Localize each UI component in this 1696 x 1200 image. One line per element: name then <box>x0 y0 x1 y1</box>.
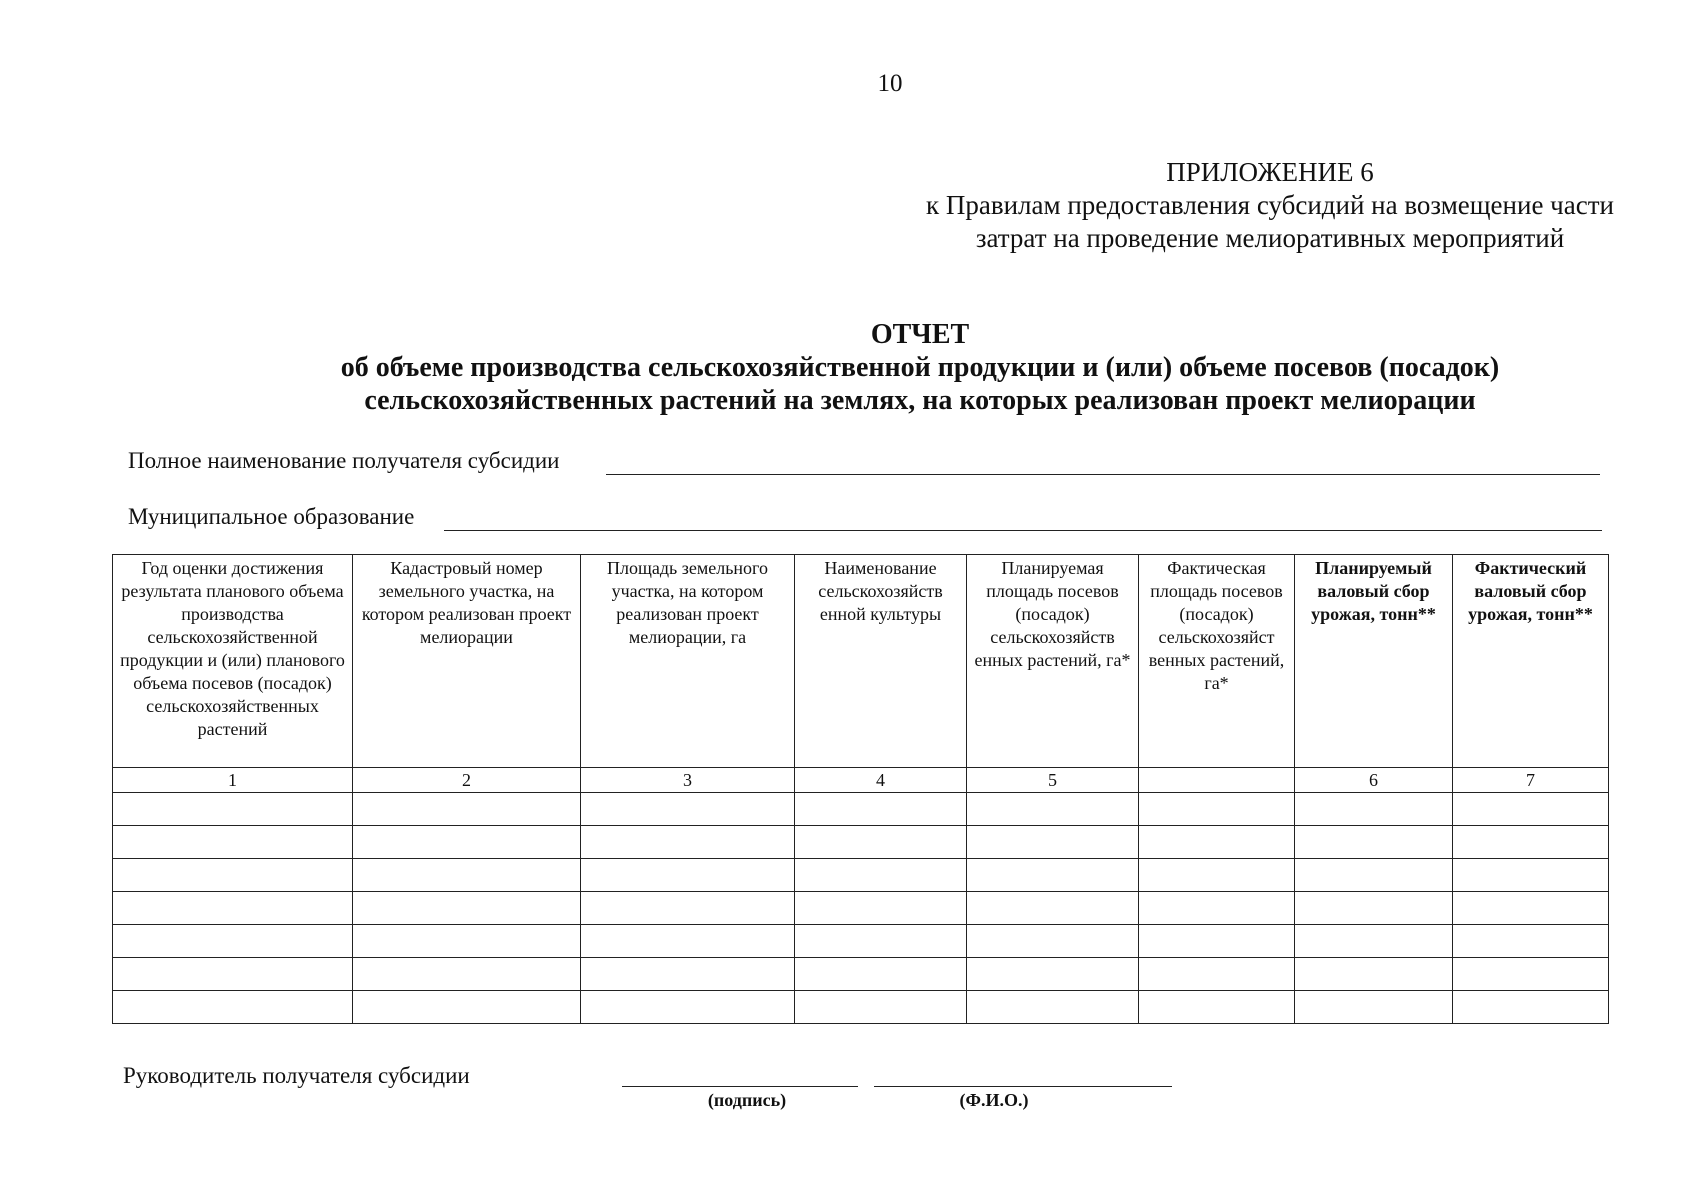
table-cell[interactable] <box>967 991 1139 1024</box>
table-cell[interactable] <box>353 991 581 1024</box>
column-number: 6 <box>1295 768 1453 793</box>
table-cell[interactable] <box>113 793 353 826</box>
municipality-label: Муниципальное образование <box>128 504 415 529</box>
table-cell[interactable] <box>1295 991 1453 1024</box>
table-cell[interactable] <box>1453 991 1609 1024</box>
table-cell[interactable] <box>967 826 1139 859</box>
table-cell[interactable] <box>1139 892 1295 925</box>
recipient-label: Полное наименование получателя субсидии <box>128 448 560 473</box>
municipality-field <box>128 504 414 530</box>
table-cell[interactable] <box>1453 859 1609 892</box>
table-cell[interactable] <box>1295 793 1453 826</box>
table-cell[interactable] <box>967 925 1139 958</box>
page-number: 10 <box>877 70 903 97</box>
table-cell[interactable] <box>581 826 795 859</box>
table-cell[interactable] <box>1295 892 1453 925</box>
table-cell[interactable] <box>581 991 795 1024</box>
appendix-line-1: к Правилам предоставления субсидий на возмещение части <box>926 190 1614 220</box>
header-cadastral-number: Кадастровый номер земельного участка, на котором реализован проект мелиорации <box>353 555 581 768</box>
column-number: 4 <box>795 768 967 793</box>
header-planned-sown-area: Планируемая площадь посевов (посадок) сельскохозяйств енных растений, га* <box>967 555 1139 768</box>
table-cell[interactable] <box>1453 892 1609 925</box>
table-cell[interactable] <box>581 958 795 991</box>
table-cell[interactable] <box>581 859 795 892</box>
appendix-line-2: затрат на проведение мелиоративных мероприятий <box>975 223 1565 253</box>
table-cell[interactable] <box>1139 859 1295 892</box>
column-number: 7 <box>1453 768 1609 793</box>
header-land-area: Площадь земельного участка, на котором реализован проект мелиорации, га <box>581 555 795 768</box>
table-cell[interactable] <box>967 793 1139 826</box>
table-cell[interactable] <box>353 892 581 925</box>
column-number: 2 <box>353 768 581 793</box>
table-cell[interactable] <box>1139 793 1295 826</box>
table-cell[interactable] <box>1139 925 1295 958</box>
signature-label: Руководитель получателя субсидии <box>123 1063 470 1088</box>
table-cell[interactable] <box>113 892 353 925</box>
table-cell[interactable] <box>795 958 967 991</box>
table-cell[interactable] <box>795 991 967 1024</box>
table-row <box>113 925 1609 958</box>
full-name-underline[interactable] <box>874 1086 1172 1087</box>
header-actual-harvest: Фактический валовый сбор урожая, тонн** <box>1453 555 1609 768</box>
table-row <box>113 991 1609 1024</box>
column-number <box>1139 768 1295 793</box>
table-cell[interactable] <box>353 925 581 958</box>
table-cell[interactable] <box>113 859 353 892</box>
table-cell[interactable] <box>1295 826 1453 859</box>
report-subtitle-line-1: об объеме производства сельскохозяйственной продукции и (или) объеме посевов (посадок) <box>340 352 1500 383</box>
table-row <box>113 892 1609 925</box>
table-cell[interactable] <box>1453 826 1609 859</box>
recipient-field <box>128 448 559 474</box>
column-number-row <box>113 768 1609 793</box>
header-crop-name: Наименование сельскохозяйств енной культуры <box>795 555 967 768</box>
table-cell[interactable] <box>795 892 967 925</box>
table-cell[interactable] <box>581 925 795 958</box>
municipality-underline[interactable] <box>444 530 1602 531</box>
header-planned-harvest: Планируемый валовый сбор урожая, тонн** <box>1295 555 1453 768</box>
table-row <box>113 859 1609 892</box>
column-number: 1 <box>113 768 353 793</box>
table-cell[interactable] <box>353 859 581 892</box>
table-cell[interactable] <box>353 793 581 826</box>
report-table <box>112 554 1609 1024</box>
table-cell[interactable] <box>1295 925 1453 958</box>
column-number: 5 <box>967 768 1139 793</box>
full-name-caption: (Ф.И.О.) <box>959 1090 1029 1110</box>
header-assessment-year: Год оценки достижения результата планового объема производства сельскохозяйственной продукции и (или) планового объема посевов (посадок) сельскохозяйственных растений <box>113 555 353 768</box>
signature-underline[interactable] <box>622 1086 858 1087</box>
table-cell[interactable] <box>967 892 1139 925</box>
table-cell[interactable] <box>1139 958 1295 991</box>
table-cell[interactable] <box>1453 958 1609 991</box>
header-actual-sown-area: Фактическая площадь посевов (посадок) сельскохозяйст венных растений, га* <box>1139 555 1295 768</box>
table-cell[interactable] <box>1295 958 1453 991</box>
table-cell[interactable] <box>795 859 967 892</box>
report-title: ОТЧЕТ <box>870 319 970 350</box>
table-header-row <box>113 555 1609 768</box>
table-row <box>113 793 1609 826</box>
table-row <box>113 958 1609 991</box>
table-cell[interactable] <box>113 925 353 958</box>
table-cell[interactable] <box>581 892 795 925</box>
table-cell[interactable] <box>795 925 967 958</box>
table-cell[interactable] <box>795 826 967 859</box>
recipient-underline[interactable] <box>606 474 1600 475</box>
signature-caption: (подпись) <box>707 1090 787 1110</box>
appendix-header <box>860 156 1680 255</box>
report-heading <box>300 318 1540 417</box>
report-subtitle-line-2: сельскохозяйственных растений на землях, на которых реализован проект мелиорации <box>364 385 1476 416</box>
table-cell[interactable] <box>113 991 353 1024</box>
table-cell[interactable] <box>967 859 1139 892</box>
table-cell[interactable] <box>113 958 353 991</box>
table-cell[interactable] <box>353 826 581 859</box>
table-cell[interactable] <box>795 793 967 826</box>
table-cell[interactable] <box>113 826 353 859</box>
table-cell[interactable] <box>581 793 795 826</box>
table-cell[interactable] <box>353 958 581 991</box>
table-cell[interactable] <box>1453 925 1609 958</box>
table-cell[interactable] <box>1139 991 1295 1024</box>
table-cell[interactable] <box>1139 826 1295 859</box>
column-number: 3 <box>581 768 795 793</box>
table-cell[interactable] <box>1453 793 1609 826</box>
table-row <box>113 826 1609 859</box>
table-cell[interactable] <box>1295 859 1453 892</box>
table-cell[interactable] <box>967 958 1139 991</box>
appendix-title: ПРИЛОЖЕНИЕ 6 <box>1166 157 1374 187</box>
